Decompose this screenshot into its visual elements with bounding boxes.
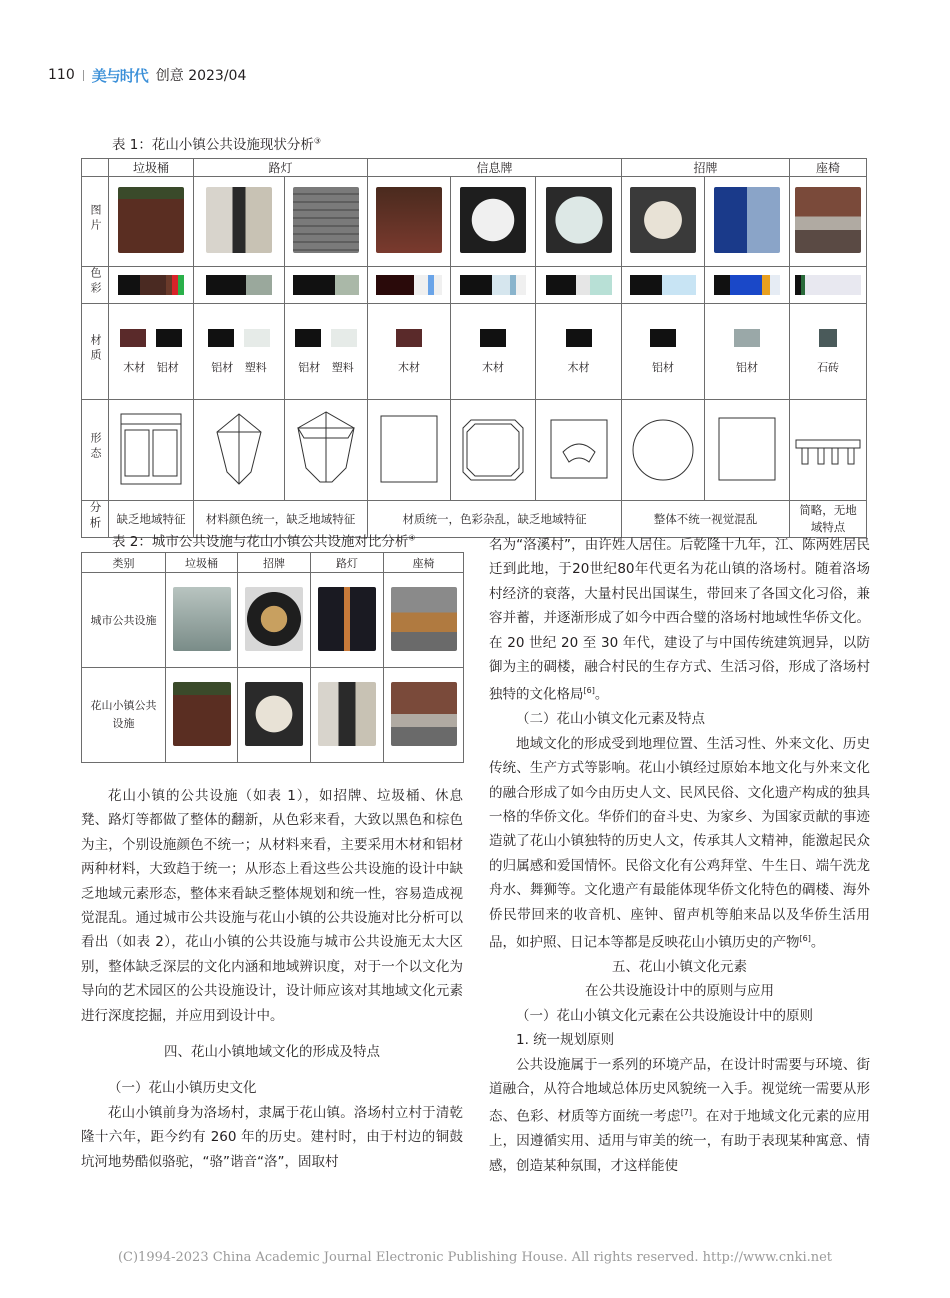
table2-col-header: 招牌 [238,553,311,573]
table2-caption: 表 2：城市公共设施与花山小镇公共设施对比分析④ [112,533,416,550]
material-cell: 木材 铝材 [109,304,194,400]
copyright-footer: (C)1994-2023 China Academic Journal Electronic Publishing House. All rights reserved. http://www.cnki.net [117,1250,833,1265]
material-cell: 铝材 [705,304,790,400]
table1-corner [82,159,109,177]
town-lamp-photo [311,668,384,763]
table1-row-shapes [82,400,867,501]
table1-row-materials [82,304,867,400]
issue-label: 创意 2023/04 [155,68,247,84]
table2 [81,552,464,763]
color-strip [194,267,285,304]
left-column [81,784,463,1174]
paragraph: 花山小镇的公共设施（如表 1），如招牌、垃圾桶、休息凳、路灯等都做了整体的翻新，从色彩来看，大致以黑色和棕色为主，个别设施颜色不统一；从材料来看，主要采用木材和铝材两种材料，大致趋于统一；从形态上看这些公共设施的设计中缺乏地域元素形态，整体来看缺乏整体规划和统一性，容易造成视觉混乱。通过城市公共设施与花山小镇的公共设施对比分析可以看出（如表 2），花山小镇的公共设施与城市公共设施无太大区别，整体缺乏深层的文化内涵和地域辨识度，对于一个以文化为导向的艺术园区的公共设施设计，设计师应该对其地域文化元素进行深度挖掘，并应用到设计中。 [81,788,463,1024]
paragraph: 花山小镇前身为洛场村，隶属于花山镇。洛场村立村于清乾隆十六年，距今约有 260 年的历史。建村时，由于村边的铜鼓坑河地势酷似骆驼，“骆”谐音“洛”，固取村 [81,1104,463,1170]
table1-col-header: 垃圾桶 [109,159,194,177]
paragraph: 公共设施属于一系列的环境产品，在设计时需要与环境、街道融合，从符合地域总体历史风貌统一入手。视觉统一需要从形态、色彩、材质等方面统一考虑[7]。在对于地域文化元素的应用上，因遵循实用、适用与审美的统一，有助于表现某种寓意、情感，创造某种氛围，才这样能使 [489,1056,871,1174]
analysis-cell: 缺乏地域特征 [109,501,194,538]
table1-row-label: 色彩 [82,267,109,304]
table1-row-label: 图片 [82,177,109,267]
table1-col-header: 招牌 [622,159,790,177]
city-bench-photo [384,573,464,668]
lamp-outline [194,400,285,501]
table2-col-header: 座椅 [384,553,464,573]
color-strip [109,267,194,304]
material-cell: 石砖 [790,304,867,400]
table1-row-label: 分析 [82,501,109,538]
city-bin-photo [166,573,238,668]
table2-col-header: 类别 [82,553,166,573]
color-strip [790,267,867,304]
material-cell: 铝材 [622,304,705,400]
city-sign-photo [238,573,311,668]
table1-col-header: 信息牌 [368,159,622,177]
subsection-heading: （一）花山小镇历史文化 [108,1080,257,1097]
table1-col-header: 座椅 [790,159,867,177]
page-number: 110 [48,67,75,83]
journal-logo: 美与时代 [91,66,148,85]
table2-col-header: 垃圾桶 [166,553,238,573]
sub-subsection-heading: 1. 统一规划原则 [516,1032,615,1049]
table1-caption: 表 1：花山小镇公共设施现状分析③ [112,136,322,153]
table1-row-colors [82,267,867,304]
signboard-outline [705,400,790,501]
material-cell: 铝材 塑料 [194,304,285,400]
table2-header-row [82,553,464,573]
table1-row-images [82,177,867,267]
color-strip [622,267,705,304]
sign-outline [368,400,451,501]
bench-photo [790,177,867,267]
city-lamp-photo [311,573,384,668]
sign-outline [536,400,622,501]
paragraph: 名为“洛溪村”，由许姓人居住。后乾隆十九年，江、陈两姓居民迁到此地，于20世纪80年代更名为花山镇的洛场村。随着洛场村经济的衰落，大量村民出国谋生，带回来了各国文化习俗，兼容并蓄，并逐渐形成了如今中西合璧的洛场村地域性华侨文化。在 20 世纪 20 至 30 年代，建设了与中国传统建筑迥异，以防御为主的碉楼，融合村民的生存方式、生活习俗，形成了洛场村独特的文化格局[6]。 [489,537,870,703]
paragraph: 地域文化的形成受到地理位置、生活习性、外来文化、历史传统、生产方式等影响。花山小镇经过原始本地文化与外来文化的融合形成了如今由历史人文、民风民俗、文化遗产构成的独具一格的华侨文化。华侨们的奋斗史、为家乡、为国家贡献的事迹造就了花山小镇独特的历史人文，传承其人文精神，能激起民众的归属感和爱国情怀。民俗文化有公鸡拜堂、牛生日、端午洗龙舟水、舞狮等。文化遗产有最能体现华侨文化特色的碉楼、海外侨民带回来的收音机、座钟、留声机等舶来品以及华侨生活用品，如护照、日记本等都是反映花山小镇历史的产物[6]。 [489,735,870,951]
table1-header-row [82,159,867,177]
info-sign-photo [368,177,451,267]
table2-row [82,668,464,763]
table1-row-label: 形态 [82,400,109,501]
town-bin-photo [166,668,238,763]
table1 [81,158,867,538]
material-cell: 铝材 塑料 [285,304,368,400]
street-lamp-photo [285,177,368,267]
analysis-cell: 简略，无地域特点 [790,501,867,538]
table2-row-label: 城市公共设施 [82,573,166,668]
page-header [48,64,246,86]
material-cell: 木材 [368,304,451,400]
trash-bin-photo [109,177,194,267]
material-cell: 木材 [536,304,622,400]
town-sign-photo [238,668,311,763]
section-heading: 四、花山小镇地域文化的形成及特点 [164,1044,380,1061]
analysis-cell: 整体不统一视觉混乱 [622,501,790,538]
info-sign-photo [451,177,536,267]
sign-outline [451,400,536,501]
color-strip [368,267,451,304]
material-cell: 木材 [451,304,536,400]
street-lamp-photo [194,177,285,267]
table1-col-header: 路灯 [194,159,368,177]
lamp-outline [285,400,368,501]
header-divider [83,70,84,81]
subsection-heading: （二）花山小镇文化元素及特点 [516,711,705,728]
shop-sign-photo [705,177,790,267]
color-strip [451,267,536,304]
table2-col-header: 路灯 [311,553,384,573]
section-heading: 五、花山小镇文化元素 [612,958,747,975]
town-bench-photo [384,668,464,763]
section-heading: 在公共设施设计中的原则与应用 [585,983,774,1000]
bench-outline [790,400,867,501]
analysis-cell: 材质统一，色彩杂乱，缺乏地域特征 [368,501,622,538]
trash-bin-outline [109,400,194,501]
subsection-heading: （一）花山小镇文化元素在公共设施设计中的原则 [516,1007,813,1024]
shop-sign-photo [622,177,705,267]
color-strip [536,267,622,304]
table2-row-label: 花山小镇公共设施 [82,668,166,763]
right-column [489,533,870,1178]
analysis-cell: 材料颜色统一，缺乏地域特征 [194,501,368,538]
info-sign-photo [536,177,622,267]
table2-row [82,573,464,668]
color-strip [705,267,790,304]
color-strip [285,267,368,304]
signboard-outline [622,400,705,501]
table1-row-label: 材质 [82,304,109,400]
